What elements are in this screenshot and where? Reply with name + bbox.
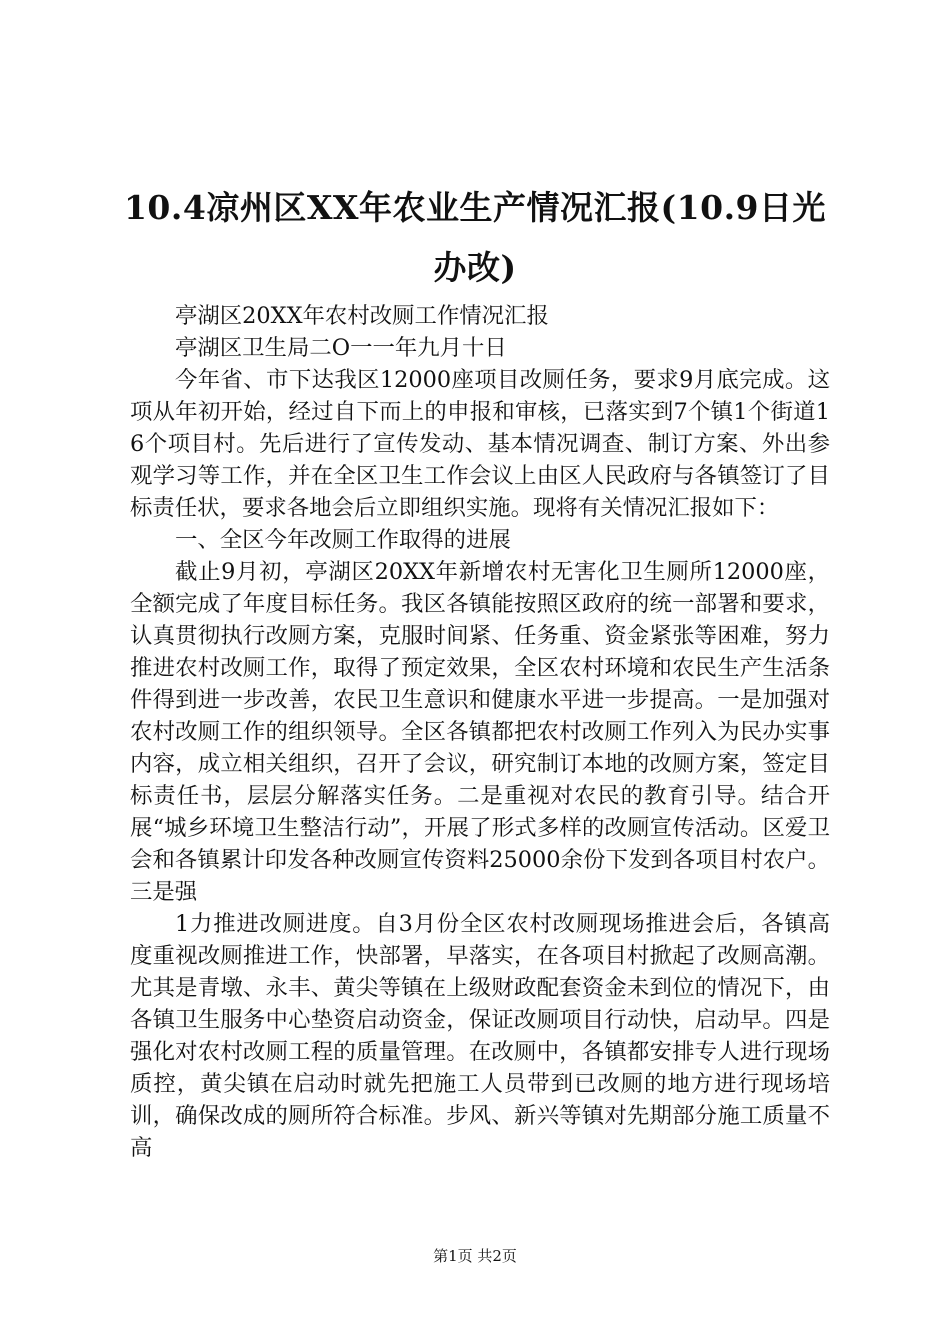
report-author-date: 亭湖区卫生局二O一一年九月十日 [175,335,507,361]
body-paragraph: 截止9月初，亭湖区20XX年新增农村无害化卫生厕所12000座，全额完成了年度目标任务。我区各镇能按照区政府的统一部署和要求，认真贯彻执行改厕方案，克服时间紧、任务重、资金紧张等困难，努力推进农村改厕工作，取得了预定效果，全区农村环境和农民生产生活条件得到进一步改善，农民卫生意识和健康水平进一步提高。一是加强对农村改厕工作的组织领导。全区各镇都把农村改厕工作列入为民办实事内容，成立相关组织，召开了会议，研究制订本地的改厕方案，签定目标责任书，层层分解落实任务。二是重视对农民的教育引导。结合开展“城乡环境卫生整洁行动”，开展了形式多样的改厕宣传活动。区爱卫会和各镇累计印发各种改厕宣传资料25000余份下发到各项目村农户。三是强 [130,559,830,905]
body-paragraph: 1力推进改厕进度。自3月份全区农村改厕现场推进会后，各镇高度重视改厕推进工作，快部署，早落实，在各项目村掀起了改厕高潮。尤其是青墩、永丰、黄尖等镇在上级财政配套资金未到位的情况下，由各镇卫生服务中心垫资启动资金，保证改厕项目行动快，启动早。四是强化对农村改厕工程的质量管理。在改厕中，各镇都安排专人进行现场质控，黄尖镇在启动时就先把施工人员带到已改厕的地方进行现场培训，确保改成的厕所符合标准。步风、新兴等镇对先期部分施工质量不高 [130,911,830,1161]
section-heading: 一、全区今年改厕工作取得的进展 [175,527,511,553]
document-body [130,300,830,1164]
page-number-footer: 第1页 共2页 [433,1247,517,1265]
body-paragraph: 今年省、市下达我区12000座项目改厕任务，要求9月底完成。这项从年初开始，经过自下而上的申报和审核，已落实到7个镇1个街道16个项目村。先后进行了宣传发动、基本情况调查、制订方案、外出参观学习等工作，并在全区卫生工作会议上由区人民政府与各镇签订了目标责任状，要求各地会后立即组织实施。现将有关情况汇报如下： [130,367,830,521]
document-title: 10.4凉州区XX年农业生产情况汇报(10.9日光办改) [123,188,827,287]
report-heading: 亭湖区20XX年农村改厕工作情况汇报 [175,303,549,329]
